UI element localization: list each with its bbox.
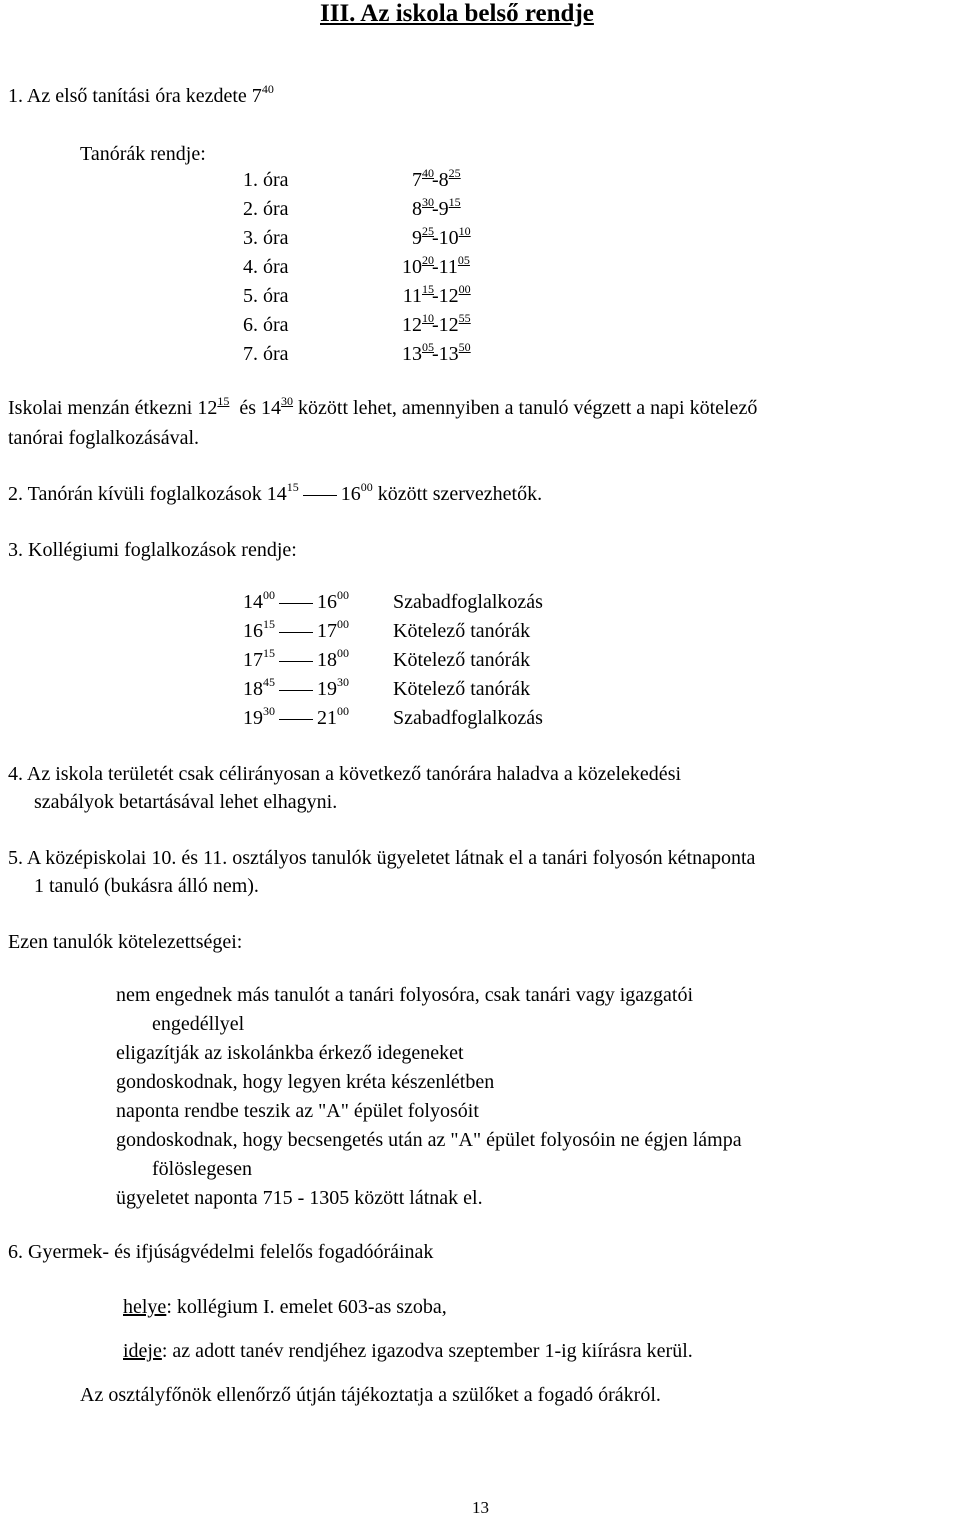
closing-note: Az osztályfőnök ellenőrző útján tájékoztatja a szülőket a fogadó órákról. (80, 1384, 661, 1406)
lesson-start-hour: 8 (412, 198, 422, 220)
duty-item: eligazítják az iskolánkba érkező idegeneket (116, 1042, 464, 1064)
lesson-start (360, 168, 434, 192)
lesson-start-hour: 10 (402, 256, 422, 278)
lesson-end-min: 10 (458, 224, 471, 238)
ideje-label: ideje (123, 1340, 162, 1362)
lesson-start (360, 342, 434, 366)
lesson-end-hour: -9 (432, 198, 449, 220)
lesson-name: 5. óra (243, 285, 289, 307)
lesson-start-min: 10 (422, 311, 434, 325)
lesson-start-min: 15 (422, 282, 434, 296)
kollegium-from-min: 45 (263, 675, 275, 689)
lesson-name: 4. óra (243, 256, 289, 278)
lesson-end (432, 255, 470, 279)
lesson-end (432, 284, 471, 308)
kollegium-from-min: 15 (263, 646, 275, 660)
lesson-start-min: 30 (422, 195, 434, 209)
item-1 (8, 84, 274, 108)
item-4-line-1: 4. Az iskola területét csak célirányosan a következő tanórára haladva a közelekedési (8, 763, 682, 785)
lesson-start (360, 255, 434, 279)
kollegium-to: 16 (317, 591, 337, 613)
lesson-start-hour: 13 (402, 343, 422, 365)
kollegium-to-min: 00 (337, 646, 349, 660)
lesson-end-min: 00 (458, 282, 471, 296)
lesson-name: 6. óra (243, 314, 289, 336)
kollegium-time (243, 619, 349, 643)
kollegium-activity: Kötelező tanórák (393, 649, 531, 671)
menza-line-2: tanórai foglalkozásával. (8, 427, 200, 449)
dash (279, 719, 313, 720)
lesson-end-hour: -8 (432, 169, 449, 191)
kollegium-to: 21 (317, 707, 337, 729)
lesson-start-min: 05 (422, 340, 434, 354)
lesson-start-hour: 11 (402, 285, 422, 307)
lesson-name: 3. óra (243, 227, 289, 249)
lesson-start-hour: 7 (412, 169, 422, 191)
lesson-end-min: 05 (457, 253, 470, 267)
lesson-end-min: 50 (458, 340, 471, 354)
item-5-line-1: 5. A középiskolai 10. és 11. osztályos tanulók ügyeletet látnak el a tanári folyosón kétnaponta (8, 847, 756, 869)
lesson-start (360, 313, 434, 337)
kollegium-to: 18 (317, 649, 337, 671)
menza-text-b: és 14 (229, 397, 282, 419)
kollegium-activity: Szabadfoglalkozás (393, 707, 543, 729)
ideje-text: : az adott tanév rendjéhez igazodva szeptember 1-ig kiírásra kerül. (161, 1340, 693, 1362)
lesson-start-min: 25 (422, 224, 434, 238)
helye-line (123, 1295, 447, 1319)
lesson-start-min: 40 (422, 166, 434, 180)
kollegium-from-min: 15 (263, 617, 275, 631)
kollegium-from: 14 (243, 591, 263, 613)
menza-text-a: Iskolai menzán étkezni 12 (8, 397, 218, 419)
menza-sup-b: 30 (281, 394, 294, 408)
lesson-end (432, 168, 461, 192)
kollegium-from: 19 (243, 707, 263, 729)
item-2 (8, 482, 542, 506)
duty-item: gondoskodnak, hogy legyen kréta készenlétben (116, 1071, 495, 1093)
duty-item: naponta rendbe teszik az "A" épület folyosóit (116, 1100, 479, 1122)
lesson-end (432, 197, 461, 221)
lesson-name: 7. óra (243, 343, 289, 365)
lesson-end-min: 15 (448, 195, 461, 209)
duty-item: nem engednek más tanulót a tanári folyosóra, csak tanári vagy igazgatói (116, 984, 694, 1006)
dash (279, 661, 313, 662)
lesson-end (432, 313, 471, 337)
lesson-end-hour: -13 (432, 343, 459, 365)
lesson-end-hour: -11 (432, 256, 458, 278)
helye-label: helye (123, 1296, 167, 1318)
menza-line-1 (8, 396, 757, 420)
duty-item: ügyeletet naponta 715 - 1305 között látnak el. (116, 1187, 483, 1209)
dash (279, 690, 313, 691)
kollegium-to-min: 30 (337, 675, 349, 689)
lesson-end-min: 25 (448, 166, 461, 180)
item-1-text: 1. Az első tanítási óra kezdete 7 (8, 85, 262, 107)
item-2-sup-a: 15 (286, 480, 299, 494)
item-4-line-2: szabályok betartásával lehet elhagyni. (34, 791, 338, 813)
item-1-sup: 40 (261, 82, 274, 96)
menza-sup-a: 15 (217, 394, 230, 408)
kollegium-to-min: 00 (337, 617, 349, 631)
schedule-label: Tanórák rendje: (80, 143, 206, 165)
dash (279, 632, 313, 633)
kollegium-activity: Kötelező tanórák (393, 620, 531, 642)
kollegium-to: 19 (317, 678, 337, 700)
page-number: 13 (472, 1498, 489, 1517)
ideje-line (123, 1339, 693, 1363)
kollegium-time (243, 648, 349, 672)
lesson-start (360, 226, 434, 250)
lesson-end-hour: -12 (432, 314, 459, 336)
kollegium-activity: Kötelező tanórák (393, 678, 531, 700)
lesson-end-hour: -10 (432, 227, 459, 249)
helye-text: : kollégium I. emelet 603-as szoba, (166, 1296, 447, 1318)
kollegium-to: 17 (317, 620, 337, 642)
item-2-text-c: között szervezhetők. (372, 483, 543, 505)
lesson-start-hour: 9 (412, 227, 422, 249)
kollegium-from: 16 (243, 620, 263, 642)
lesson-end (432, 226, 471, 250)
lesson-end (432, 342, 471, 366)
kollegium-from: 18 (243, 678, 263, 700)
item-3: 3. Kollégiumi foglalkozások rendje: (8, 539, 297, 561)
lesson-start (360, 284, 434, 308)
lesson-name: 1. óra (243, 169, 289, 191)
dash (279, 603, 313, 604)
kollegium-from-min: 00 (263, 588, 275, 602)
kollegium-activity: Szabadfoglalkozás (393, 591, 543, 613)
item-2-sup-b: 00 (360, 480, 373, 494)
lesson-end-min: 55 (458, 311, 471, 325)
kollegium-to-min: 00 (337, 704, 349, 718)
duty-item: gondoskodnak, hogy becsengetés után az "A" épület folyosóin ne égjen lámpa (116, 1129, 742, 1151)
item-6: 6. Gyermek- és ifjúságvédelmi felelős fogadóóráinak (8, 1241, 434, 1263)
dash (303, 495, 337, 496)
kollegium-to-min: 00 (337, 588, 349, 602)
item-2-text-a: 2. Tanórán kívüli foglalkozások 14 (8, 483, 287, 505)
kollegium-from-min: 30 (263, 704, 275, 718)
duty-item: engedéllyel (152, 1013, 245, 1035)
kollegium-time (243, 677, 349, 701)
kollegium-time (243, 590, 349, 614)
lesson-start-hour: 12 (402, 314, 422, 336)
duty-item: fölöslegesen (152, 1158, 252, 1180)
kollegium-from: 17 (243, 649, 263, 671)
item-5-line-2: 1 tanuló (bukásra álló nem). (34, 875, 259, 897)
page-title: III. Az iskola belső rendje (320, 0, 594, 27)
lesson-name: 2. óra (243, 198, 289, 220)
duties-label: Ezen tanulók kötelezettségei: (8, 931, 243, 953)
lesson-end-hour: -12 (432, 285, 459, 307)
lesson-start (360, 197, 434, 221)
menza-text-c: között lehet, amennyiben a tanuló végzett a napi kötelező (293, 397, 758, 419)
lesson-start-min: 20 (422, 253, 434, 267)
item-2-text-b: 16 (340, 483, 361, 505)
kollegium-time (243, 706, 349, 730)
